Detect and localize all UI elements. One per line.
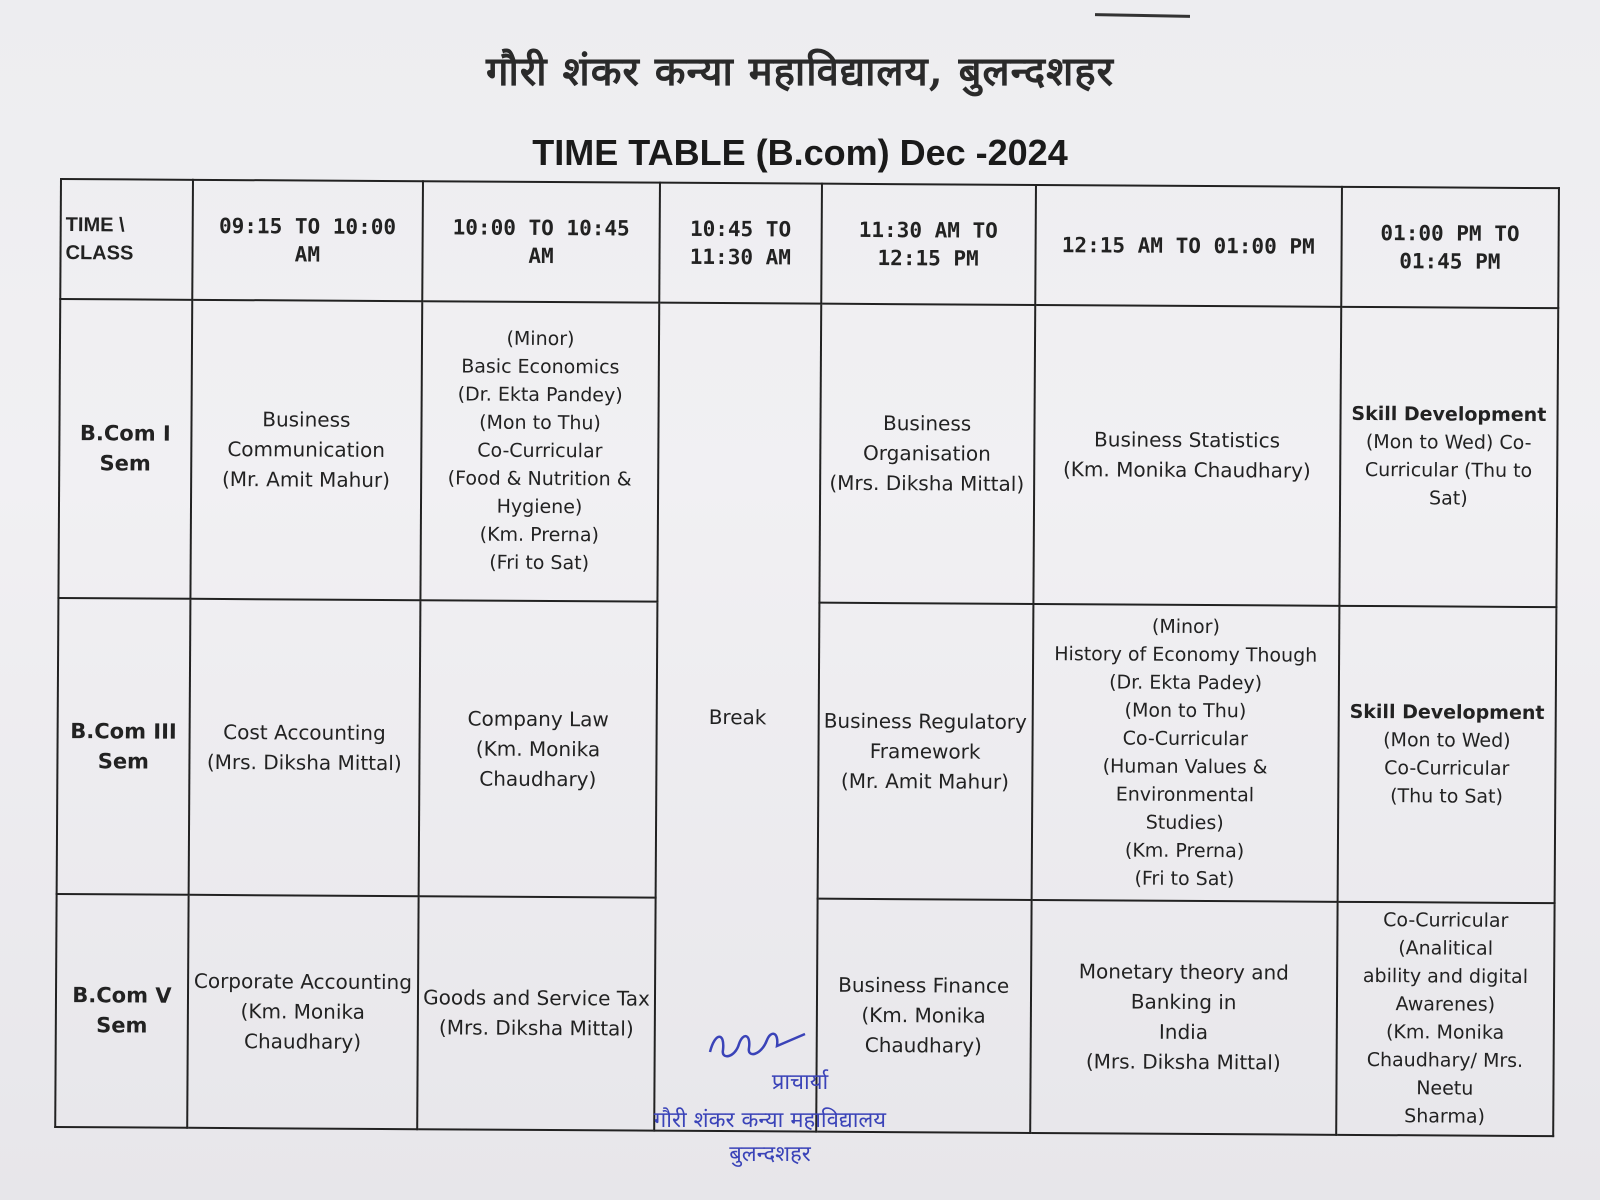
stamp-college: गौरी शंकर कन्या महाविद्यालय <box>653 1108 887 1133</box>
cell-line: Framework <box>869 738 981 764</box>
period-cell <box>1337 606 1556 903</box>
cell-line: Cost Accounting <box>223 719 386 745</box>
cell-line: 10:45 TO <box>689 216 792 242</box>
period-cell <box>1033 305 1341 606</box>
cell-line: Curricular (Thu to <box>1364 459 1533 483</box>
cell-line: Business Finance <box>838 973 1010 999</box>
cell-line: Studies) <box>1145 811 1224 834</box>
break-label: Break <box>708 704 767 730</box>
cell-line: Business Regulatory <box>823 708 1027 734</box>
period-cell <box>190 299 422 599</box>
pen-mark <box>1095 13 1190 18</box>
period-cell <box>188 599 420 896</box>
break-cell <box>654 302 820 1131</box>
principal-stamp <box>600 1022 940 1168</box>
cell-line: Chaudhary) <box>864 1033 982 1059</box>
table-row <box>58 299 1558 607</box>
signature <box>600 1022 940 1066</box>
college-name: गौरी शंकर कन्या महाविद्यालय, बुलन्दशहर <box>486 48 1114 95</box>
cell-line: Co-Curricular <box>1122 727 1248 751</box>
cell-line: AM <box>528 243 554 268</box>
cell-line: B.Com V <box>72 983 172 1009</box>
cell-line: (Mrs. Diksha Mittal) <box>206 749 402 775</box>
cell-line: Chaudhary) <box>479 766 597 792</box>
cell-line: 12:15 AM TO 01:00 PM <box>1061 232 1315 259</box>
cell-line: Company Law <box>467 706 609 732</box>
slot-header <box>422 181 660 302</box>
slot-header <box>192 180 423 301</box>
cell-line: Communication <box>227 437 386 463</box>
cell-line: Monetary theory and Banking in <box>1078 959 1289 1015</box>
cell-line: (Dr. Ekta Pandey) <box>457 383 623 407</box>
cell-line: (Fri to Sat) <box>1134 867 1235 890</box>
cell-line: (Km. Monika <box>475 736 601 762</box>
cell-line: History of Economy Though <box>1054 642 1318 667</box>
cell-line: (Mon to Thu) <box>479 411 601 435</box>
period-cell <box>418 600 657 897</box>
class-cell <box>57 598 191 895</box>
period-cell <box>1336 902 1555 1137</box>
cell-line: ability and digital <box>1362 965 1529 989</box>
cell-line: (Thu to Sat) <box>1390 784 1504 808</box>
cell-line: (Mr. Amit Mahur) <box>840 768 1010 794</box>
cell-line: B.Com I <box>79 421 171 446</box>
cell-line: (Minor) <box>1151 615 1221 638</box>
period-cell <box>1030 900 1337 1135</box>
cell-line: Business Statistics <box>1094 427 1281 453</box>
period-cell <box>420 301 659 602</box>
cell-line: Skill Development <box>1349 700 1545 724</box>
cell-line: (Km. Prerna) <box>1124 839 1245 862</box>
cell-line: (Km. Prerna) <box>479 523 600 547</box>
cell-line: Goods and Service Tax <box>423 985 650 1012</box>
cell-line: (Fri to Sat) <box>489 551 590 575</box>
cell-line: 01:45 PM <box>1399 248 1501 274</box>
period-cell <box>819 303 1035 603</box>
cell-line: Sem <box>99 451 151 476</box>
cell-line: Sat) <box>1429 487 1468 510</box>
cell-line: India <box>1158 1020 1209 1045</box>
cell-line: (Mon to Thu) <box>1124 699 1247 723</box>
cell-line: (Km. Monika <box>1385 1021 1505 1045</box>
cell-line: B.Com III <box>70 718 177 744</box>
cell-line: 01:00 PM TO <box>1380 220 1520 246</box>
cell-line: Co-Curricular <box>477 439 603 463</box>
cell-line: AM <box>294 242 321 267</box>
cell-line: (Food & Nutrition & <box>447 467 632 491</box>
cell-line: Organisation <box>862 441 991 466</box>
header-row <box>60 179 1559 308</box>
cell-line: Corporate Accounting <box>193 969 413 995</box>
cell-line: Sem <box>97 748 150 774</box>
period-cell <box>1031 604 1339 902</box>
cell-line: (Mrs. Diksha Mittal) <box>438 1015 634 1041</box>
cell-line: (Km. Monika Chaudhary) <box>1062 457 1311 483</box>
cell-line: (Mrs. Diksha Mittal) <box>1085 1049 1281 1075</box>
class-cell <box>55 894 188 1128</box>
cell-line: (Mon to Wed) <box>1383 728 1511 752</box>
slot-header <box>1341 187 1559 308</box>
cell-line: Skill Development <box>1351 403 1547 427</box>
period-cell <box>817 602 1033 899</box>
cell-line: Co-Curricular <box>1384 756 1510 780</box>
cell-line: 12:15 PM <box>877 245 979 271</box>
cell-line: Chaudhary/ Mrs. Neetu <box>1366 1049 1524 1101</box>
period-cell <box>1339 306 1558 606</box>
slot-header <box>1035 185 1342 307</box>
timetable <box>54 178 1560 1137</box>
document-title: TIME TABLE (B.com) Dec -2024 <box>532 132 1068 173</box>
period-cell <box>187 895 418 1130</box>
cell-line: CLASS <box>65 241 134 265</box>
cell-line: Sem <box>96 1013 148 1038</box>
cell-line: Sharma) <box>1404 1105 1486 1129</box>
cell-line: (Km. Monika <box>861 1003 986 1029</box>
cell-line: (Mon to Wed) Co- <box>1365 431 1532 455</box>
slot-header <box>821 184 1036 305</box>
cell-line: 11:30 AM <box>689 244 792 270</box>
slot-header <box>659 183 821 304</box>
cell-line: (Mr. Amit Mahur) <box>221 467 391 493</box>
cell-line: Business <box>882 411 972 436</box>
stamp-city: बुलन्दशहर <box>729 1142 811 1167</box>
cell-line: (Human Values & Environmental <box>1102 755 1268 807</box>
stamp-role: प्राचार्या <box>771 1070 829 1095</box>
cell-line: (Minor) <box>506 327 575 351</box>
cell-line: (Km. Monika <box>240 999 365 1025</box>
cell-line: Chaudhary) <box>243 1029 362 1055</box>
cell-line: Basic Economics <box>461 355 620 379</box>
cell-line: 10:00 TO 10:45 <box>452 215 630 241</box>
cell-line: (Mrs. Diksha Mittal) <box>829 470 1025 497</box>
cell-line: Business <box>262 407 351 432</box>
cell-line: (Dr. Ekta Padey) <box>1109 671 1263 695</box>
cell-line: 11:30 AM TO <box>858 217 998 243</box>
corner-cell <box>60 179 193 299</box>
cell-line: TIME \ <box>65 213 125 237</box>
cell-line: Co-Curricular (Analitical <box>1383 909 1509 961</box>
class-cell <box>58 299 192 599</box>
cell-line: Hygiene) <box>496 495 583 519</box>
cell-line: Awarenes) <box>1395 993 1496 1017</box>
cell-line: 09:15 TO 10:00 <box>218 213 397 239</box>
